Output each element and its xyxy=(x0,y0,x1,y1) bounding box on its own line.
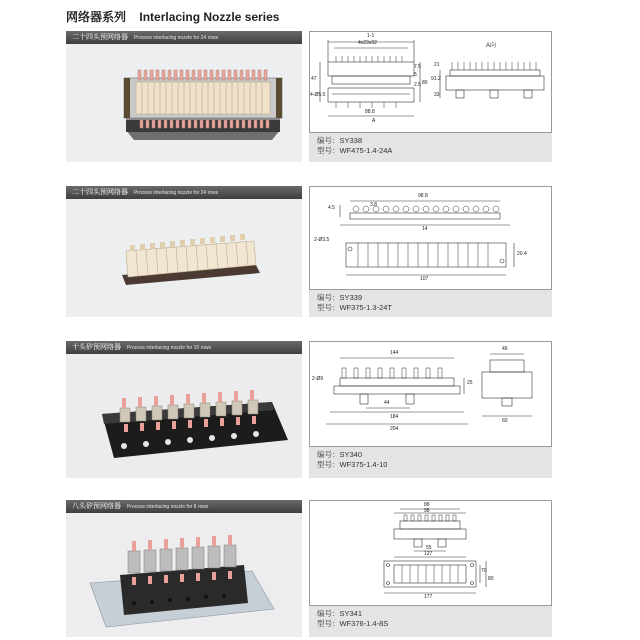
product-code: 编号：SY339 xyxy=(317,293,363,302)
dim-label: A向 xyxy=(486,43,497,49)
product-section-sy340 xyxy=(66,341,552,478)
product-code: 编号：SY338 xyxy=(317,136,363,145)
dim-label: 60 xyxy=(502,418,508,424)
dim-label: 127 xyxy=(424,551,433,557)
section-header-cn: 二十四头预网络器 xyxy=(72,189,128,196)
dim-label: 46 xyxy=(502,346,508,352)
section-header-cn: 八头矽预网络器 xyxy=(72,503,121,510)
dim-label: 177 xyxy=(424,594,433,600)
dim-label: 44 xyxy=(384,400,390,406)
product-caption xyxy=(309,290,552,317)
dim-label: 184 xyxy=(390,414,399,420)
product-code: 编号：SY340 xyxy=(317,450,363,459)
section-header xyxy=(66,31,302,44)
technical-drawing xyxy=(309,341,552,447)
dim-label: 25 xyxy=(467,380,473,386)
section-header xyxy=(66,341,302,354)
dim-label: 88.8 xyxy=(365,109,375,115)
section-header-en: Process interlacing nozzle for 24 rows xyxy=(133,35,219,41)
page-title-en: Interlacing Nozzle series xyxy=(139,10,280,24)
dim-label: 20.4 xyxy=(517,251,527,257)
dim-label: 80 xyxy=(488,576,494,582)
product-photo xyxy=(66,354,302,478)
dim-label: 3.8 xyxy=(370,202,377,208)
dim-label: A xyxy=(372,118,376,124)
dim-label: 7.5 xyxy=(414,64,421,70)
dim-label: 98.8 xyxy=(418,193,428,199)
dim-label: 4.5 xyxy=(328,205,335,211)
product-section-sy339 xyxy=(66,186,552,317)
dim-label: 70 xyxy=(481,568,487,574)
product-code: 编号：SY341 xyxy=(317,609,363,618)
product-model: 型号：WF376-1.4-8S xyxy=(317,619,389,628)
technical-drawing xyxy=(309,31,552,133)
technical-drawing xyxy=(309,500,552,606)
dim-label: 47 xyxy=(311,76,317,82)
dim-label: 2.5 xyxy=(414,82,421,88)
dim-label: 5 xyxy=(414,72,417,78)
section-header-cn: 十头矽预网络器 xyxy=(72,344,121,351)
section-header-en: Process interlacing nozzle for 24 rows xyxy=(133,190,219,196)
dim-label: 4-Ø5.5 xyxy=(310,92,326,98)
page-title xyxy=(66,8,279,25)
section-header-en: Process interlacing nozzle for 10 rows xyxy=(126,345,212,351)
section-header xyxy=(66,186,302,199)
product-section-sy338 xyxy=(66,31,552,162)
product-caption xyxy=(309,133,552,162)
dim-label: 144 xyxy=(390,350,399,356)
dim-label: 107 xyxy=(420,276,429,282)
section-header-cn: 二十四头预网络器 xyxy=(72,34,128,41)
dim-label: 21 xyxy=(434,62,440,68)
dim-label: 55 xyxy=(426,545,432,551)
page-title-cn: 网络器系列 xyxy=(66,10,127,24)
dim-label: 1-1 xyxy=(367,33,375,39)
dim-label: 14 xyxy=(422,226,428,232)
dim-label: 2-Ø3.5 xyxy=(314,237,330,243)
dim-label: 2-Ø9 xyxy=(312,376,324,382)
dim-label: 91.2 xyxy=(431,76,441,82)
dim-label: 33 xyxy=(434,92,440,98)
dim-label: 4x23x92 xyxy=(358,40,377,46)
dim-label: 98 xyxy=(424,508,430,514)
product-model: 型号：WF475-1.4-24A xyxy=(317,146,393,155)
dim-label: 80 xyxy=(422,80,428,86)
product-photo xyxy=(66,199,302,317)
product-photo xyxy=(66,44,302,162)
product-section-sy341 xyxy=(66,500,552,637)
product-caption xyxy=(309,606,552,637)
product-caption xyxy=(309,447,552,478)
product-model: 型号：WF375-1.3-24T xyxy=(317,303,393,312)
section-header xyxy=(66,500,302,513)
product-model: 型号：WF375-1.4-10 xyxy=(317,460,388,469)
section-header-en: Process interlacing nozzle for 8 rows xyxy=(126,504,209,510)
product-photo xyxy=(66,513,302,637)
technical-drawing xyxy=(309,186,552,290)
dim-label: 88 xyxy=(424,502,430,508)
dim-label: 204 xyxy=(390,426,399,432)
